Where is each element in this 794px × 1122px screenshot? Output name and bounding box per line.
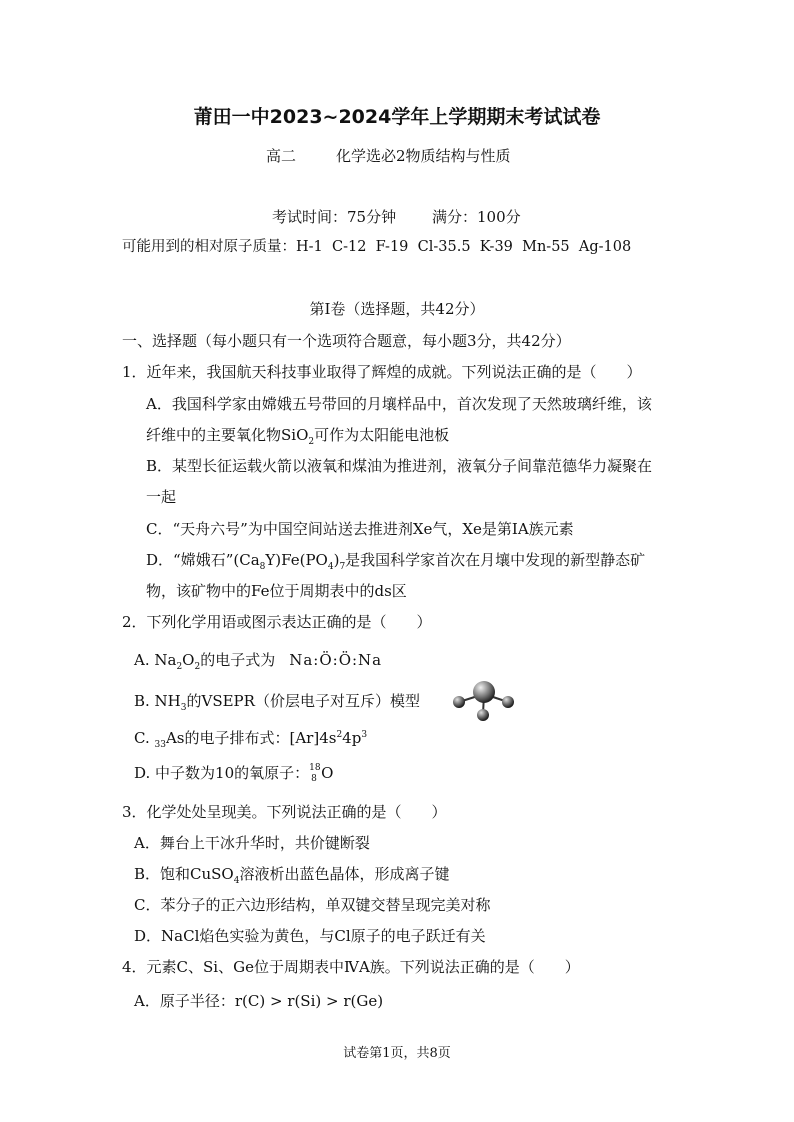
question-1-stem: 1．近年来，我国航天科技事业取得了辉煌的成就。下列说法正确的是（ ） — [122, 363, 642, 381]
full-score: 满分：100分 — [432, 208, 521, 226]
question-3-option-b: B．饱和CuSO$_4$溶液析出蓝色晶体，形成离子键 — [134, 865, 450, 886]
atomic-masses: 可能用到的相对原子质量：H-1 C-12 F-19 Cl-35.5 K-39 Mn-55 Ag-108 — [122, 239, 632, 255]
question-2-option-d: D. 中子数为10的氧原子： 18 8 O — [134, 763, 334, 784]
grade-label: 高二 — [266, 147, 297, 165]
question-2-option-a: A. $Na_2O_2$的电子式为 Na:Ö:Ö:Na — [134, 651, 383, 672]
question-1-option-a: A．我国科学家由嫦娥五号带回的月壤样品中，首次发现了天然玻璃纤维，该 — [146, 395, 652, 413]
section-instructions: 一、选择题（每小题只有一个选项符合题意，每小题3分，共42分） — [122, 332, 571, 350]
question-1-option-b-cont: 一起 — [146, 488, 177, 506]
question-1-option-b: B．某型长征运载火箭以液氧和煤油为推进剂，液氧分子间靠范德华力凝聚在 — [146, 457, 653, 475]
question-1-option-d: D．“嫦娥石$”(Ca_8Y)Fe(PO_4)_7$是我国科学家首次在月壤中发现的新型静态矿 — [146, 551, 646, 572]
section-title: 第Ⅰ卷（选择题，共42分） — [309, 300, 485, 318]
subject-label: 化学选必2物质结构与性质 — [336, 147, 511, 165]
question-4-option-a: A．原子半径：r(C) > r(Si) > r(Ge) — [134, 992, 384, 1010]
nuclide-notation: 18 8 — [309, 763, 321, 784]
question-3-option-c: C．苯分子的正六边形结构，单双键交替呈现完美对称 — [134, 896, 491, 914]
question-2-option-c: C. $_{33}$As的电子排布式：$[Ar]4s^24p^3$ — [134, 729, 368, 750]
question-3-stem: 3．化学处处呈现美。下列说法正确的是（ ） — [122, 803, 447, 821]
electron-formula: Na:Ö:Ö:Na — [289, 651, 383, 669]
question-4-stem: 4．元素C、Si、Ge位于周期表中ⅣA族。下列说法正确的是（ ） — [122, 958, 580, 976]
vsepr-model-image — [446, 676, 518, 724]
exam-title: 莆田一中2023~2024学年上学期期末考试试卷 — [193, 106, 601, 128]
question-1-option-c: C．“天舟六号”为中国空间站送去推进剂Xe气，Xe是第ⅠA族元素 — [146, 520, 574, 538]
question-1-option-d-cont: 物，该矿物中的Fe位于周期表中的ds区 — [146, 582, 407, 600]
question-1-option-a-cont: 纤维中的主要氧化物SiO$_2$可作为太阳能电池板 — [146, 426, 450, 447]
page-footer: 试卷第1页，共8页 — [343, 1046, 451, 1061]
exam-time: 考试时间：75分钟 — [272, 208, 397, 226]
question-3-option-a: A．舞台上干冰升华时，共价键断裂 — [134, 834, 370, 852]
question-2-option-b: B. $NH_3$的VSEPR（价层电子对互斥）模型 — [134, 692, 420, 713]
question-3-option-d: D．NaCl焰色实验为黄色，与Cl原子的电子跃迁有关 — [134, 927, 486, 945]
question-2-stem: 2．下列化学用语或图示表达正确的是（ ） — [122, 613, 432, 631]
